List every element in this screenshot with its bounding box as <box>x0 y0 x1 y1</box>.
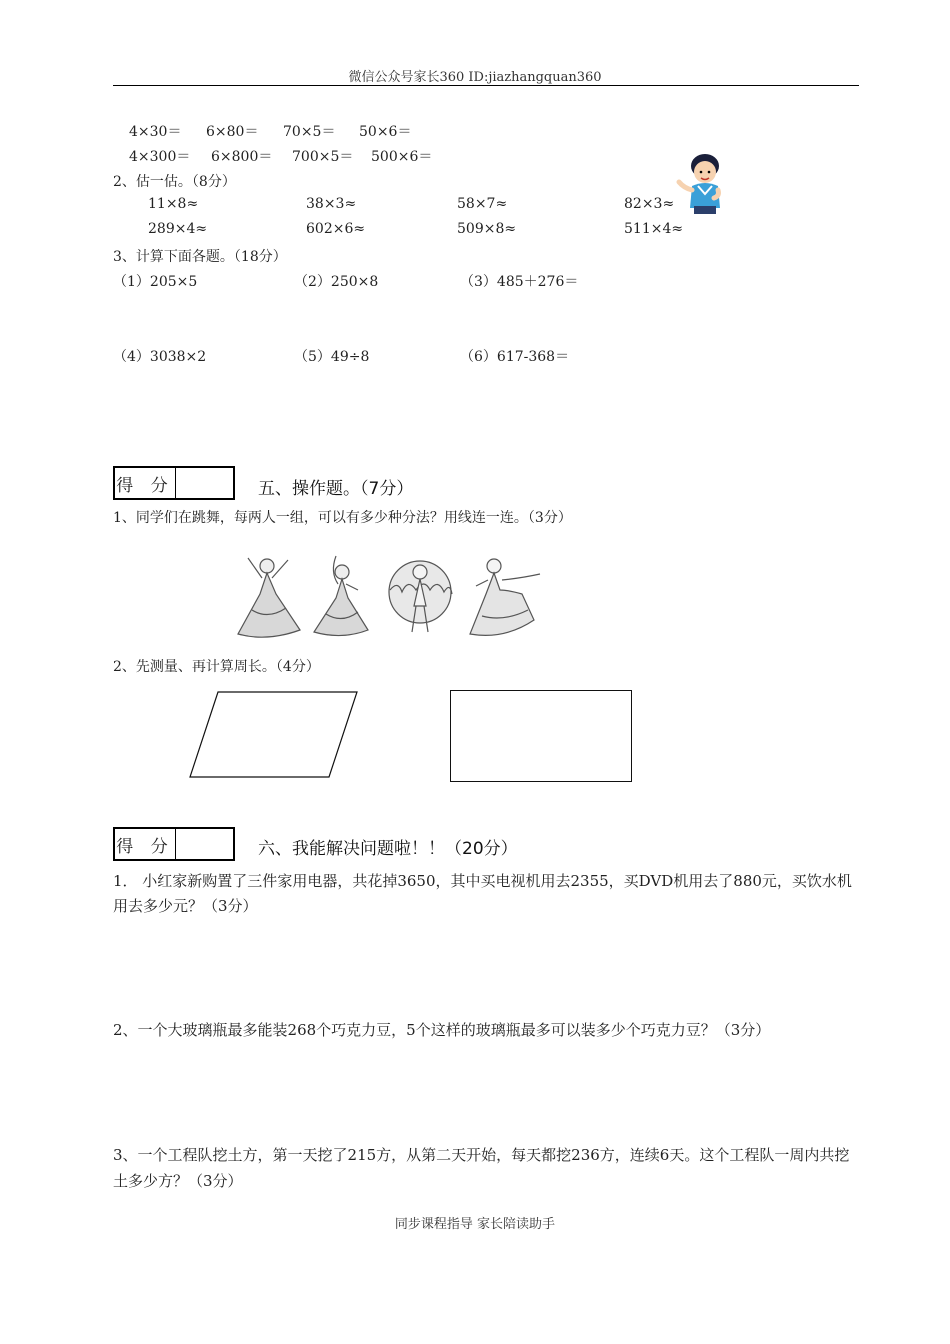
score-blank-6[interactable] <box>176 829 233 859</box>
oral-1-3: 70×5＝ <box>283 124 336 140</box>
section6-q3: 3、一个工程队挖土方，第一天挖了215方，从第二天开始，每天都挖236方，连续6天。这个工程队一周内共挖土多少方？（3分） <box>113 1146 850 1190</box>
section5-q2: 2、先测量、再计算周长。（4分） <box>113 659 320 675</box>
score-box-section6 <box>113 827 235 861</box>
estimate-2-1: 289×4≈ <box>148 221 208 237</box>
section6-q1: 1． 小红家新购置了三件家用电器，共花掉3650，其中买电视机用去2355，买DVD机用去了880元，买饮水机用去多少元？（3分） <box>113 872 852 915</box>
calc-1: （1）205×5 <box>113 274 198 290</box>
dancer-2 <box>314 556 368 636</box>
calc-title: 3、计算下面各题。（18分） <box>113 249 287 265</box>
oral-1-2: 6×80＝ <box>206 124 259 140</box>
dancers-illustration <box>232 550 548 640</box>
boy-illustration <box>676 150 728 216</box>
section5-q1: 1、同学们在跳舞，每两人一组，可以有多少种分法？用线连一连。（3分） <box>113 510 572 526</box>
estimate-2-2: 602×6≈ <box>306 221 366 237</box>
oral-2-3: 700×5＝ <box>292 149 354 165</box>
section6-q2: 2、一个大玻璃瓶最多能装268个巧克力豆，5个这样的玻璃瓶最多可以装多少个巧克力豆？（3分） <box>113 1021 771 1039</box>
estimate-1-3: 58×7≈ <box>457 196 508 212</box>
oral-2-4: 500×6＝ <box>371 149 433 165</box>
score-label-6: 得 分 <box>115 829 176 859</box>
dancer-3 <box>389 561 452 632</box>
page-header: 微信公众号家长360 ID:jiazhangquan360 <box>348 70 602 85</box>
dancer-1 <box>238 558 300 637</box>
score-blank[interactable] <box>176 468 233 498</box>
calc-2: （2）250×8 <box>294 274 379 290</box>
estimate-1-2: 38×3≈ <box>306 196 357 212</box>
estimate-1-4: 82×3≈ <box>624 196 675 212</box>
estimate-title: 2、估一估。（8分） <box>113 174 236 190</box>
calc-3: （3）485＋276＝ <box>460 274 579 290</box>
parallelogram-shape <box>188 690 360 780</box>
estimate-2-3: 509×8≈ <box>457 221 517 237</box>
calc-5: （5）49÷8 <box>294 349 370 365</box>
score-box-section5 <box>113 466 235 500</box>
rectangle-shape <box>450 690 632 782</box>
section5-title: 五、操作题。（7分） <box>258 479 414 499</box>
calc-4: （4）3038×2 <box>113 349 207 365</box>
score-label: 得 分 <box>115 468 176 498</box>
oral-1-1: 4×30＝ <box>129 124 182 140</box>
section6-title: 六、我能解决问题啦！！（20分） <box>258 839 518 859</box>
header-divider <box>113 85 859 86</box>
oral-2-1: 4×300＝ <box>129 149 191 165</box>
estimate-2-4: 511×4≈ <box>624 221 684 237</box>
page-footer: 同步课程指导 家长陪读助手 <box>394 1217 556 1232</box>
oral-1-4: 50×6＝ <box>359 124 412 140</box>
calc-6: （6）617-368＝ <box>460 349 570 365</box>
dancer-4 <box>470 559 540 635</box>
oral-2-2: 6×800＝ <box>211 149 273 165</box>
estimate-1-1: 11×8≈ <box>148 196 199 212</box>
